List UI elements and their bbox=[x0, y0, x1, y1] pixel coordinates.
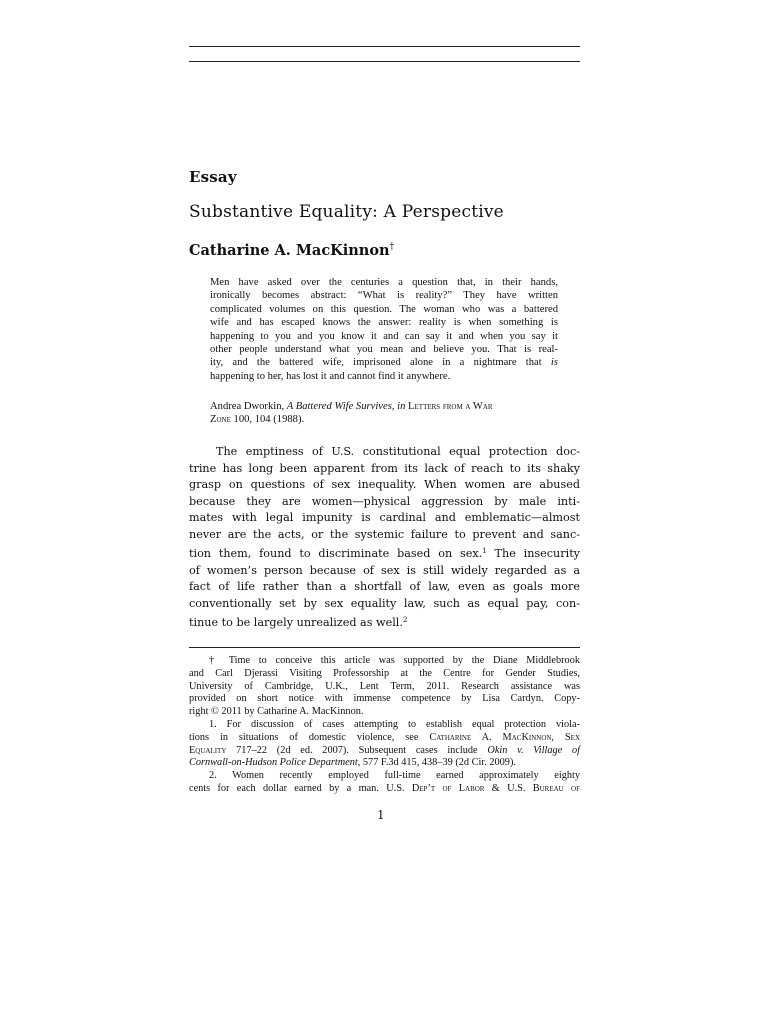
footnote-separator bbox=[189, 647, 580, 648]
epigraph-line-text: ity, and the battered wife, imprisoned alone in a nightmare that bbox=[210, 357, 542, 369]
author-line bbox=[189, 242, 394, 259]
epigraph-line: happening to her, has lost it and cannot find it anywhere. bbox=[210, 370, 451, 382]
footnotes bbox=[189, 655, 580, 796]
body-paragraph bbox=[189, 444, 580, 632]
epigraph-source-in: in bbox=[397, 401, 406, 412]
footnote-1-text: , 577 F.3d 415, 438–39 (2d Cir. 2009). bbox=[357, 757, 516, 769]
epigraph-source-book-cont: Zone bbox=[210, 414, 231, 426]
body-line: conventionally set by sex equality law, such as equal pay, con- bbox=[189, 596, 580, 610]
epigraph-source-book: Letters from a War bbox=[408, 401, 493, 412]
footnote-1-case: Okin v. Village of bbox=[487, 744, 581, 756]
footnote-1-text: tions in situations of domestic violence, see bbox=[189, 731, 419, 743]
footnote-ref-2[interactable]: 2 bbox=[402, 616, 408, 624]
footnote-dagger-line: provided on short notice with immense competence by Lisa Cardyn. Copy- bbox=[189, 693, 580, 705]
epigraph-emphasis: is bbox=[550, 357, 558, 369]
epigraph-line: Men have asked over the centuries a question that, in their hands, bbox=[210, 277, 558, 288]
footnote-1-text: 717–22 (2d ed. 2007). Subsequent cases include bbox=[236, 744, 478, 756]
footnote-1-citation: Catharine A. MacKinnon, Sex bbox=[429, 731, 580, 743]
body-line: never are the acts, or the systemic failure to prevent and sanc- bbox=[189, 527, 580, 541]
epigraph-line: ironically becomes abstract: “What is reality?” They have written bbox=[210, 290, 558, 302]
epigraph-source: Andrea Dworkin, A Battered Wife Survives, in Letters from a War Zone 100, 104 (1988). bbox=[210, 401, 493, 426]
footnote-dagger-line: † Time to conceive this article was supported by the Diane Middlebrook bbox=[209, 655, 580, 666]
footnote-1-line bbox=[189, 745, 580, 758]
body-line-tail: The insecurity bbox=[494, 547, 581, 560]
footnote-1-line bbox=[189, 732, 580, 745]
epigraph-line bbox=[210, 356, 558, 369]
footnote-2-line bbox=[189, 783, 580, 796]
epigraph-source-work: A Battered Wife Survives bbox=[286, 401, 392, 412]
epigraph-source-author: Andrea Dworkin, bbox=[210, 401, 285, 412]
body-line-text: tion them, found to discriminate based on sex. bbox=[189, 547, 483, 560]
footnote-dagger-line: and Carl Djerassi Visiting Professorship at the Centre for Gender Studies, bbox=[189, 667, 580, 679]
epigraph-source-pages: 100, 104 (1988). bbox=[233, 414, 305, 426]
body-line: mates with legal impunity is cardinal and emblematic—almost bbox=[189, 511, 580, 524]
footnote-1-citation-cont: Equality bbox=[189, 744, 227, 756]
body-line: grasp on questions of sex inequality. When women are abused bbox=[189, 478, 580, 491]
body-line bbox=[189, 543, 580, 563]
body-line: trine has long been apparent from its lack of reach to its shaky bbox=[189, 461, 580, 475]
footnote-1-line bbox=[189, 757, 580, 770]
epigraph-line: other people understand what you mean and believe you. That is real- bbox=[210, 344, 558, 356]
footnote-ref-1[interactable]: 1 bbox=[482, 547, 487, 555]
body-line: of women’s person because of sex is still widely regarded as a bbox=[189, 563, 580, 577]
author-footnote-mark: † bbox=[389, 242, 395, 252]
footnote-dagger-line: University of Cambridge, U.K., Lent Term, 2011. Research assistance was bbox=[189, 680, 580, 692]
epigraph-line: wife and has escaped knows the answer: reality is when something is bbox=[210, 317, 558, 329]
body-line: fact of life rather than a shortfall of law, even as goals more bbox=[189, 580, 580, 593]
page-number: 1 bbox=[377, 808, 385, 822]
footnote-dagger-line: right © 2011 by Catharine A. MacKinnon. bbox=[189, 706, 364, 718]
epigraph-line: happening to you and you know it and can say it and when you say it bbox=[210, 330, 558, 342]
footnote-2-line: 2. Women recently employed full-time earned approximately eighty bbox=[209, 770, 580, 782]
footnote-1-case-cont: Cornwall-on-Hudson Police Department bbox=[189, 757, 358, 769]
body-line: The emptiness of U.S. constitutional equal protection doc- bbox=[216, 445, 580, 458]
body-line: because they are women—physical aggression by male inti- bbox=[189, 494, 580, 508]
header-rule-second bbox=[189, 61, 580, 62]
footnote-1-line: 1. For discussion of cases attempting to establish equal protection viola- bbox=[209, 718, 580, 730]
body-line bbox=[189, 612, 580, 632]
header-rule-top bbox=[189, 46, 580, 47]
author-name: Catharine A. MacKinnon bbox=[189, 242, 390, 259]
section-label: Essay bbox=[189, 168, 237, 186]
footnote-2-text: cents for each dollar earned by a man. U.S. bbox=[189, 782, 405, 794]
epigraph bbox=[210, 276, 558, 383]
article-title: Substantive Equality: A Perspective bbox=[189, 202, 504, 222]
epigraph-line: complicated volumes on this question. The woman who was a battered bbox=[210, 303, 558, 315]
footnote-2-citation: Dep’t of Labor & U.S. Bureau of bbox=[411, 782, 580, 794]
body-line-text: tinue to be largely unrealized as well. bbox=[189, 616, 403, 629]
